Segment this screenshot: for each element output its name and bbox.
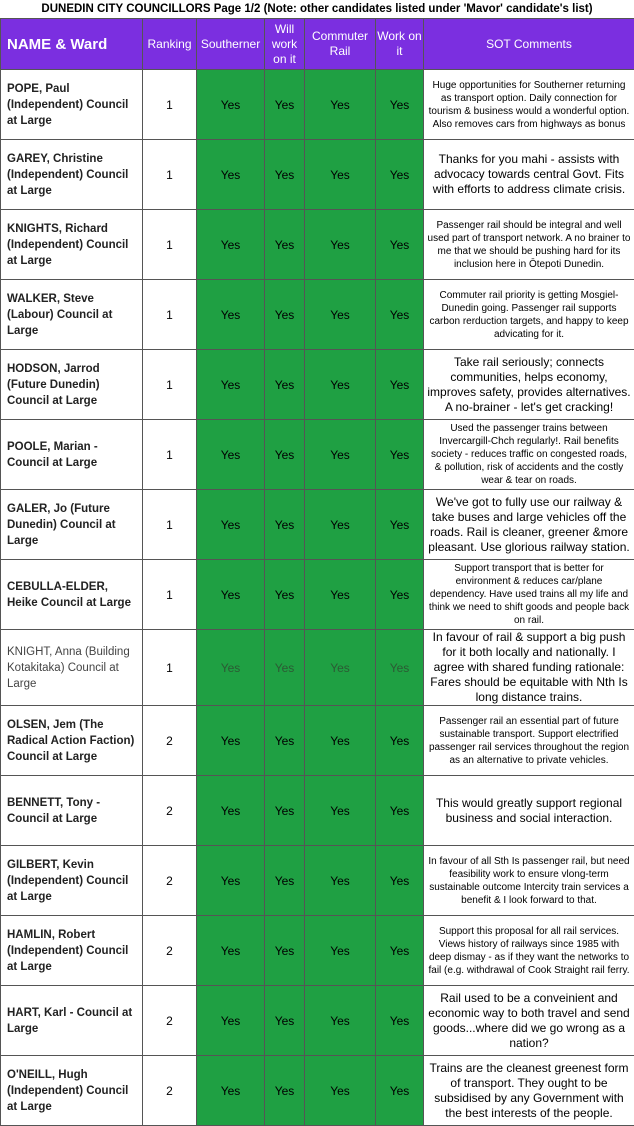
header-will-work: Will work on it xyxy=(265,19,305,70)
work-on-it-cell: Yes xyxy=(376,210,424,280)
ranking-cell: 2 xyxy=(143,776,197,846)
work-on-it-cell: Yes xyxy=(376,916,424,986)
southerner-cell: Yes xyxy=(197,70,265,140)
comment-cell: Take rail seriously; connects communities, helps economy, improves safety, provides alternatives. A no-brainer - let's get cracking! xyxy=(424,350,634,420)
commuter-rail-cell: Yes xyxy=(305,70,376,140)
candidate-name: O'NEILL, Hugh (Independent) Council at Large xyxy=(1,1056,143,1126)
table-row xyxy=(1,846,634,916)
comment-cell: This would greatly support regional business and social interaction. xyxy=(424,776,634,846)
southerner-cell: Yes xyxy=(197,420,265,490)
commuter-rail-cell: Yes xyxy=(305,210,376,280)
candidate-name: HART, Karl - Council at Large xyxy=(1,986,143,1056)
comment-cell: In favour of rail & support a big push for it both locally and nationally. I agree with shared funding rationale: Fares should be equitable with Nth Is long distance trains. xyxy=(424,630,634,706)
commuter-rail-cell: Yes xyxy=(305,776,376,846)
ranking-cell: 2 xyxy=(143,706,197,776)
work-on-it-cell: Yes xyxy=(376,420,424,490)
councillor-table xyxy=(0,18,634,1126)
candidate-name: KNIGHTS, Richard (Independent) Council at Large xyxy=(1,210,143,280)
commuter-rail-cell: Yes xyxy=(305,350,376,420)
commuter-rail-cell: Yes xyxy=(305,420,376,490)
header-commuter-rail: Commuter Rail xyxy=(305,19,376,70)
ranking-cell: 1 xyxy=(143,350,197,420)
will-work-cell: Yes xyxy=(265,560,305,630)
commuter-rail-cell: Yes xyxy=(305,560,376,630)
header-comments: SOT Comments xyxy=(424,19,634,70)
southerner-cell: Yes xyxy=(197,846,265,916)
commuter-rail-cell: Yes xyxy=(305,986,376,1056)
table-row xyxy=(1,1056,634,1126)
southerner-cell: Yes xyxy=(197,630,265,706)
header-southerner: Southerner xyxy=(197,19,265,70)
candidate-name: KNIGHT, Anna (Building Kotakitaka) Council at Large xyxy=(1,630,143,706)
southerner-cell: Yes xyxy=(197,986,265,1056)
candidate-name: POOLE, Marian - Council at Large xyxy=(1,420,143,490)
will-work-cell: Yes xyxy=(265,986,305,1056)
ranking-cell: 2 xyxy=(143,916,197,986)
table-row xyxy=(1,986,634,1056)
commuter-rail-cell: Yes xyxy=(305,1056,376,1126)
ranking-cell: 1 xyxy=(143,280,197,350)
table-row xyxy=(1,706,634,776)
will-work-cell: Yes xyxy=(265,1056,305,1126)
commuter-rail-cell: Yes xyxy=(305,140,376,210)
commuter-rail-cell: Yes xyxy=(305,280,376,350)
table-row xyxy=(1,776,634,846)
ranking-cell: 1 xyxy=(143,210,197,280)
ranking-cell: 2 xyxy=(143,986,197,1056)
commuter-rail-cell: Yes xyxy=(305,630,376,706)
header-name: NAME & Ward xyxy=(1,19,143,70)
candidate-name: HAMLIN, Robert (Independent) Council at Large xyxy=(1,916,143,986)
comment-cell: Passenger rail should be integral and well used part of transport network. A no brainer to me that we should be pushing hard for its inclusion here in Ōtepoti Dunedin. xyxy=(424,210,634,280)
comment-cell: Huge opportunities for Southerner returning as transport option. Daily connection for tourism & business would a wonderful option. Also removes cars from highways as bonus xyxy=(424,70,634,140)
commuter-rail-cell: Yes xyxy=(305,706,376,776)
table-row xyxy=(1,560,634,630)
candidate-name: GALER, Jo (Future Dunedin) Council at Large xyxy=(1,490,143,560)
header-ranking: Ranking xyxy=(143,19,197,70)
ranking-cell: 1 xyxy=(143,560,197,630)
candidate-name: HODSON, Jarrod (Future Dunedin) Council at Large xyxy=(1,350,143,420)
will-work-cell: Yes xyxy=(265,280,305,350)
will-work-cell: Yes xyxy=(265,140,305,210)
southerner-cell: Yes xyxy=(197,560,265,630)
commuter-rail-cell: Yes xyxy=(305,490,376,560)
work-on-it-cell: Yes xyxy=(376,630,424,706)
work-on-it-cell: Yes xyxy=(376,350,424,420)
commuter-rail-cell: Yes xyxy=(305,846,376,916)
work-on-it-cell: Yes xyxy=(376,490,424,560)
candidate-name: GILBERT, Kevin (Independent) Council at Large xyxy=(1,846,143,916)
comment-cell: In favour of all Sth Is passenger rail, but need feasibility work to ensure vlong-term sustainable outcome Intercity train services a benefit & I look forward to that. xyxy=(424,846,634,916)
table-row xyxy=(1,140,634,210)
southerner-cell: Yes xyxy=(197,1056,265,1126)
southerner-cell: Yes xyxy=(197,210,265,280)
work-on-it-cell: Yes xyxy=(376,1056,424,1126)
ranking-cell: 1 xyxy=(143,630,197,706)
ranking-cell: 1 xyxy=(143,490,197,560)
comment-cell: Rail used to be a conveinient and economic way to both travel and send goods...where did we go wrong as a nation? xyxy=(424,986,634,1056)
work-on-it-cell: Yes xyxy=(376,706,424,776)
comment-cell: Trains are the cleanest greenest form of transport. They ought to be subsidised by any Government with the best interests of the people. xyxy=(424,1056,634,1126)
southerner-cell: Yes xyxy=(197,140,265,210)
candidate-name: WALKER, Steve (Labour) Council at Large xyxy=(1,280,143,350)
candidate-name: OLSEN, Jem (The Radical Action Faction) Council at Large xyxy=(1,706,143,776)
candidate-name: CEBULLA-ELDER, Heike Council at Large xyxy=(1,560,143,630)
comment-cell: Support this proposal for all rail services. Views history of railways since 1985 with deep dismay - as if they want the networks to fail (e.g. withdrawal of Cook Straight rail ferry. xyxy=(424,916,634,986)
table-row xyxy=(1,210,634,280)
table-row xyxy=(1,280,634,350)
will-work-cell: Yes xyxy=(265,350,305,420)
comment-cell: Thanks for you mahi - assists with advocacy towards central Govt. Fits with efforts to address climate crisis. xyxy=(424,140,634,210)
work-on-it-cell: Yes xyxy=(376,776,424,846)
header-row xyxy=(1,19,634,70)
table-row xyxy=(1,490,634,560)
ranking-cell: 1 xyxy=(143,70,197,140)
comment-cell: We've got to fully use our railway & take buses and large vehicles off the roads. Rail is cleaner, greener &more pleasant. Use glorious railway station. xyxy=(424,490,634,560)
table-row xyxy=(1,70,634,140)
ranking-cell: 1 xyxy=(143,140,197,210)
southerner-cell: Yes xyxy=(197,490,265,560)
will-work-cell: Yes xyxy=(265,846,305,916)
will-work-cell: Yes xyxy=(265,420,305,490)
table-row xyxy=(1,420,634,490)
comment-cell: Used the passenger trains between Invercargill-Chch regularly!. Rail benefits society - reduces traffic on congested roads, & pollution, risk of accidents and the costly wear & tear on roads. xyxy=(424,420,634,490)
will-work-cell: Yes xyxy=(265,630,305,706)
will-work-cell: Yes xyxy=(265,70,305,140)
work-on-it-cell: Yes xyxy=(376,140,424,210)
will-work-cell: Yes xyxy=(265,490,305,560)
comment-cell: Passenger rail an essential part of future sustainable transport. Support electrified passenger rail services throughout the region as an alternative to private vehicles. xyxy=(424,706,634,776)
will-work-cell: Yes xyxy=(265,706,305,776)
comment-cell: Commuter rail priority is getting Mosgiel-Dunedin going. Passenger rail supports carbon rerduction targets, and happy to keep advicating for it. xyxy=(424,280,634,350)
work-on-it-cell: Yes xyxy=(376,280,424,350)
candidate-name: POPE, Paul (Independent) Council at Large xyxy=(1,70,143,140)
table-row xyxy=(1,350,634,420)
southerner-cell: Yes xyxy=(197,280,265,350)
table-row xyxy=(1,630,634,706)
work-on-it-cell: Yes xyxy=(376,70,424,140)
ranking-cell: 1 xyxy=(143,420,197,490)
ranking-cell: 2 xyxy=(143,1056,197,1126)
southerner-cell: Yes xyxy=(197,776,265,846)
comment-cell: Support transport that is better for environment & reduces car/plane dependency. Have used trains all my life and think we need to shift goods and people back on rail. xyxy=(424,560,634,630)
will-work-cell: Yes xyxy=(265,776,305,846)
candidate-name: BENNETT, Tony - Council at Large xyxy=(1,776,143,846)
candidate-name: GAREY, Christine (Independent) Council at Large xyxy=(1,140,143,210)
header-work-on-it: Work on it xyxy=(376,19,424,70)
commuter-rail-cell: Yes xyxy=(305,916,376,986)
will-work-cell: Yes xyxy=(265,916,305,986)
work-on-it-cell: Yes xyxy=(376,846,424,916)
southerner-cell: Yes xyxy=(197,916,265,986)
page-title: DUNEDIN CITY COUNCILLORS Page 1/2 (Note: other candidates listed under 'Mavor' candidate's list) xyxy=(0,0,634,18)
ranking-cell: 2 xyxy=(143,846,197,916)
southerner-cell: Yes xyxy=(197,706,265,776)
southerner-cell: Yes xyxy=(197,350,265,420)
work-on-it-cell: Yes xyxy=(376,986,424,1056)
will-work-cell: Yes xyxy=(265,210,305,280)
work-on-it-cell: Yes xyxy=(376,560,424,630)
table-row xyxy=(1,916,634,986)
